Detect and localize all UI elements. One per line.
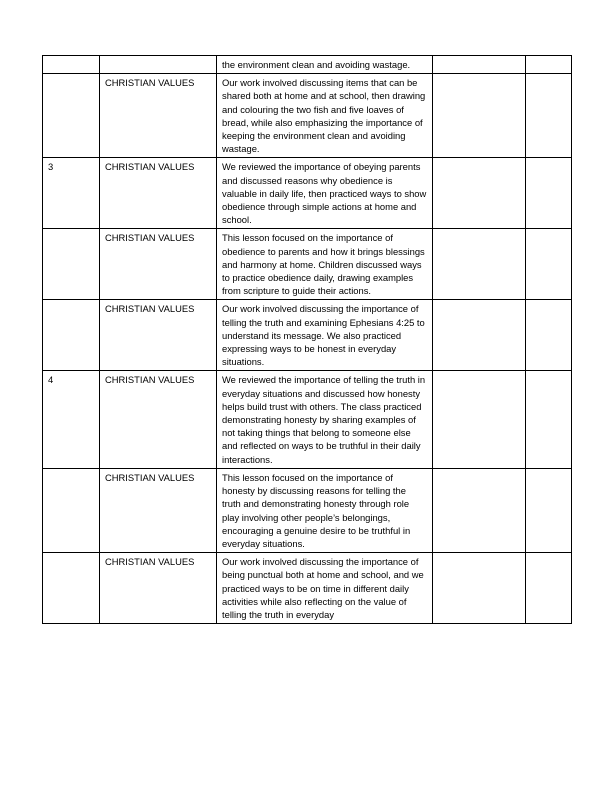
table-row (43, 74, 572, 158)
table-row (43, 300, 572, 371)
subject-cell: CHRISTIAN VALUES (100, 371, 217, 468)
empty-cell (526, 300, 572, 371)
subject-cell: CHRISTIAN VALUES (100, 158, 217, 229)
description-cell: This lesson focused on the importance of obedience to parents and how it brings blessings and harmony at home. Children discussed ways to practice obedience daily, drawing examples from scripture to guide their actions. (217, 229, 433, 300)
empty-cell (433, 553, 526, 624)
empty-cell (433, 229, 526, 300)
week-cell (43, 300, 100, 371)
description-cell: Our work involved discussing the importance of being punctual both at home and school, and we practiced ways to be on time in different daily activities while also reflecting on the value of telling the truth in everyday (217, 553, 433, 624)
description-cell: the environment clean and avoiding wastage. (217, 56, 433, 74)
table-row (43, 158, 572, 229)
empty-cell (433, 158, 526, 229)
week-cell (43, 553, 100, 624)
subject-cell: CHRISTIAN VALUES (100, 229, 217, 300)
table-row (43, 553, 572, 624)
description-cell: We reviewed the importance of telling the truth in everyday situations and discussed how honesty helps build trust with others. The class practiced demonstrating honesty by sharing examples of not taking things that belong to someone else and reflected on ways to be truthful in their daily interactions. (217, 371, 433, 468)
lesson-report-table (42, 55, 572, 624)
empty-cell (526, 74, 572, 158)
table-row (43, 56, 572, 74)
empty-cell (433, 300, 526, 371)
week-cell: 4 (43, 371, 100, 468)
subject-cell: CHRISTIAN VALUES (100, 553, 217, 624)
description-cell: We reviewed the importance of obeying parents and discussed reasons why obedience is valuable in daily life, then practiced ways to show obedience through simple actions at home and school. (217, 158, 433, 229)
empty-cell (433, 468, 526, 552)
week-cell (43, 468, 100, 552)
week-cell (43, 229, 100, 300)
week-cell (43, 56, 100, 74)
empty-cell (526, 56, 572, 74)
description-cell: Our work involved discussing the importance of telling the truth and examining Ephesians 4:25 to understand its message. We also practiced expressing ways to be honest in everyday situations. (217, 300, 433, 371)
empty-cell (433, 74, 526, 158)
table-row (43, 229, 572, 300)
subject-cell: CHRISTIAN VALUES (100, 468, 217, 552)
description-cell: Our work involved discussing items that can be shared both at home and at school, then drawing and colouring the two fish and five loaves of bread, while also emphasizing the importance of keeping the environment clean and avoiding wastage. (217, 74, 433, 158)
subject-cell: CHRISTIAN VALUES (100, 74, 217, 158)
week-cell (43, 74, 100, 158)
description-cell: This lesson focused on the importance of honesty by discussing reasons for telling the truth and demonstrating honesty through role play involving other people’s belongings, encouraging a genuine desire to be truthful in everyday situations. (217, 468, 433, 552)
empty-cell (433, 371, 526, 468)
empty-cell (526, 468, 572, 552)
empty-cell (433, 56, 526, 74)
empty-cell (526, 371, 572, 468)
table-row (43, 371, 572, 468)
empty-cell (526, 158, 572, 229)
subject-cell (100, 56, 217, 74)
table-row (43, 468, 572, 552)
week-cell: 3 (43, 158, 100, 229)
subject-cell: CHRISTIAN VALUES (100, 300, 217, 371)
empty-cell (526, 553, 572, 624)
empty-cell (526, 229, 572, 300)
